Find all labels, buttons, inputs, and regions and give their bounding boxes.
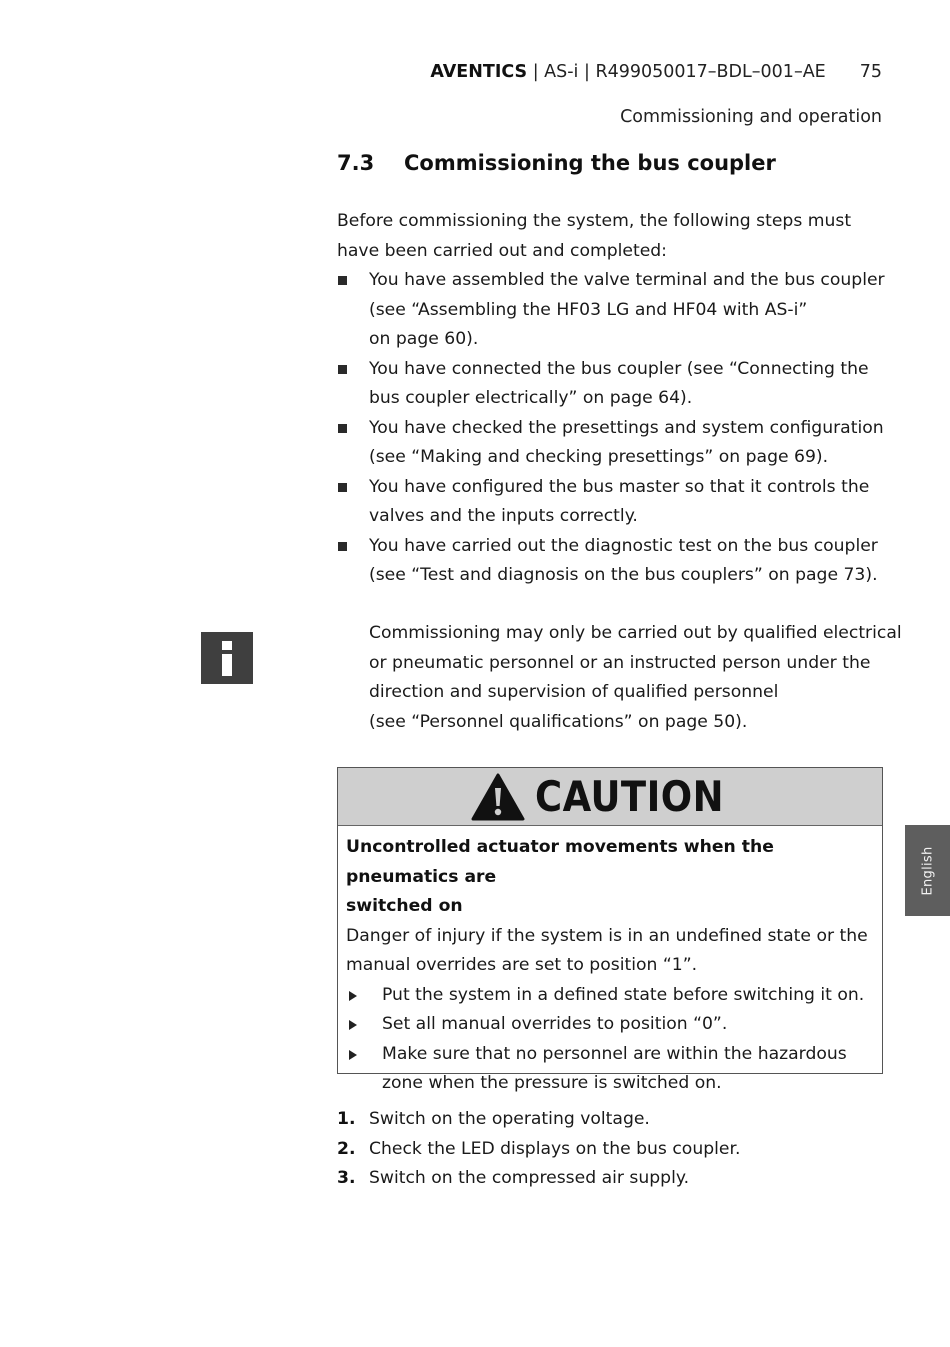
step-text: Check the LED displays on the bus coupler. (369, 1138, 741, 1159)
arrow-bullet-icon (349, 1020, 357, 1030)
list-item (337, 1164, 885, 1194)
info-note (369, 619, 902, 737)
warning-triangle-icon (471, 773, 525, 821)
info-line: direction and supervision of qualified personnel (369, 682, 779, 702)
language-tab (905, 825, 950, 916)
arrow-bullet-icon (349, 991, 357, 1001)
running-header (430, 62, 882, 82)
step-text: Switch on the operating voltage. (369, 1109, 650, 1129)
caution-body (338, 826, 882, 1099)
list-item: Make sure that no personnel are within the hazardous zone when the pressure is switched on. (346, 1040, 874, 1099)
section-title: Commissioning the bus coupler (404, 151, 776, 175)
procedure-steps (337, 1105, 885, 1194)
intro-line-1: Before commissioning the system, the following steps must (337, 211, 852, 231)
caution-description: Danger of injury if the system is in an undefined state or the manual overrides are set to position “1”. (346, 925, 868, 975)
caution-header (338, 768, 882, 826)
caution-title: Uncontrolled actuator movements when the pneumatics are switched on (346, 837, 774, 916)
square-bullet-icon (338, 424, 347, 433)
arrow-bullet-icon (349, 1050, 357, 1060)
list-item: You have carried out the diagnostic test on the bus coupler (see “Test and diagnosis on the bus couplers” on page 73). (337, 532, 885, 591)
prerequisite-list (337, 266, 885, 591)
caution-label: CAUTION (534, 772, 724, 821)
step-number: 3. (337, 1168, 356, 1188)
intro-block (337, 207, 885, 591)
section-heading (337, 151, 776, 175)
list-item (337, 1135, 885, 1165)
step-number: 1. (337, 1109, 356, 1129)
list-item: You have assembled the valve terminal and the bus coupler (see “Assembling the HF03 LG and HF04 with AS-i” on page 60). (337, 266, 885, 355)
header-brand: AVENTICS (430, 62, 528, 82)
step-text: Switch on the compressed air supply. (369, 1168, 690, 1188)
header-doc-id: | AS-i | R499050017–BDL–001–AE (527, 62, 826, 82)
list-item: Set all manual overrides to position “0”. (346, 1010, 874, 1040)
caution-box (337, 767, 883, 1093)
info-icon (201, 632, 253, 684)
caution-action-list (346, 981, 874, 1099)
square-bullet-icon (338, 483, 347, 492)
list-item: You have checked the presettings and system configuration (see “Making and checking presettings” on page 69). (337, 414, 885, 473)
info-line: (see “Personnel qualifications” on page 50). (369, 711, 748, 732)
square-bullet-icon (338, 542, 347, 551)
square-bullet-icon (338, 276, 347, 285)
language-tab-label: English (920, 845, 935, 896)
list-item: You have connected the bus coupler (see “Connecting the bus coupler electrically” on page 64). (337, 355, 885, 414)
section-number: 7.3 (337, 151, 375, 175)
step-number: 2. (337, 1138, 356, 1159)
list-item: You have configured the bus master so that it controls the valves and the inputs correctly. (337, 473, 885, 532)
list-item: Put the system in a defined state before switching it on. (346, 981, 874, 1011)
page-number: 75 (859, 62, 882, 82)
square-bullet-icon (338, 365, 347, 374)
intro-line-2: have been carried out and completed: (337, 240, 667, 261)
info-line: Commissioning may only be carried out by qualified electrical (369, 623, 902, 643)
list-item (337, 1105, 885, 1135)
header-section-label: Commissioning and operation (620, 107, 882, 127)
info-line: or pneumatic personnel or an instructed person under the (369, 652, 871, 673)
